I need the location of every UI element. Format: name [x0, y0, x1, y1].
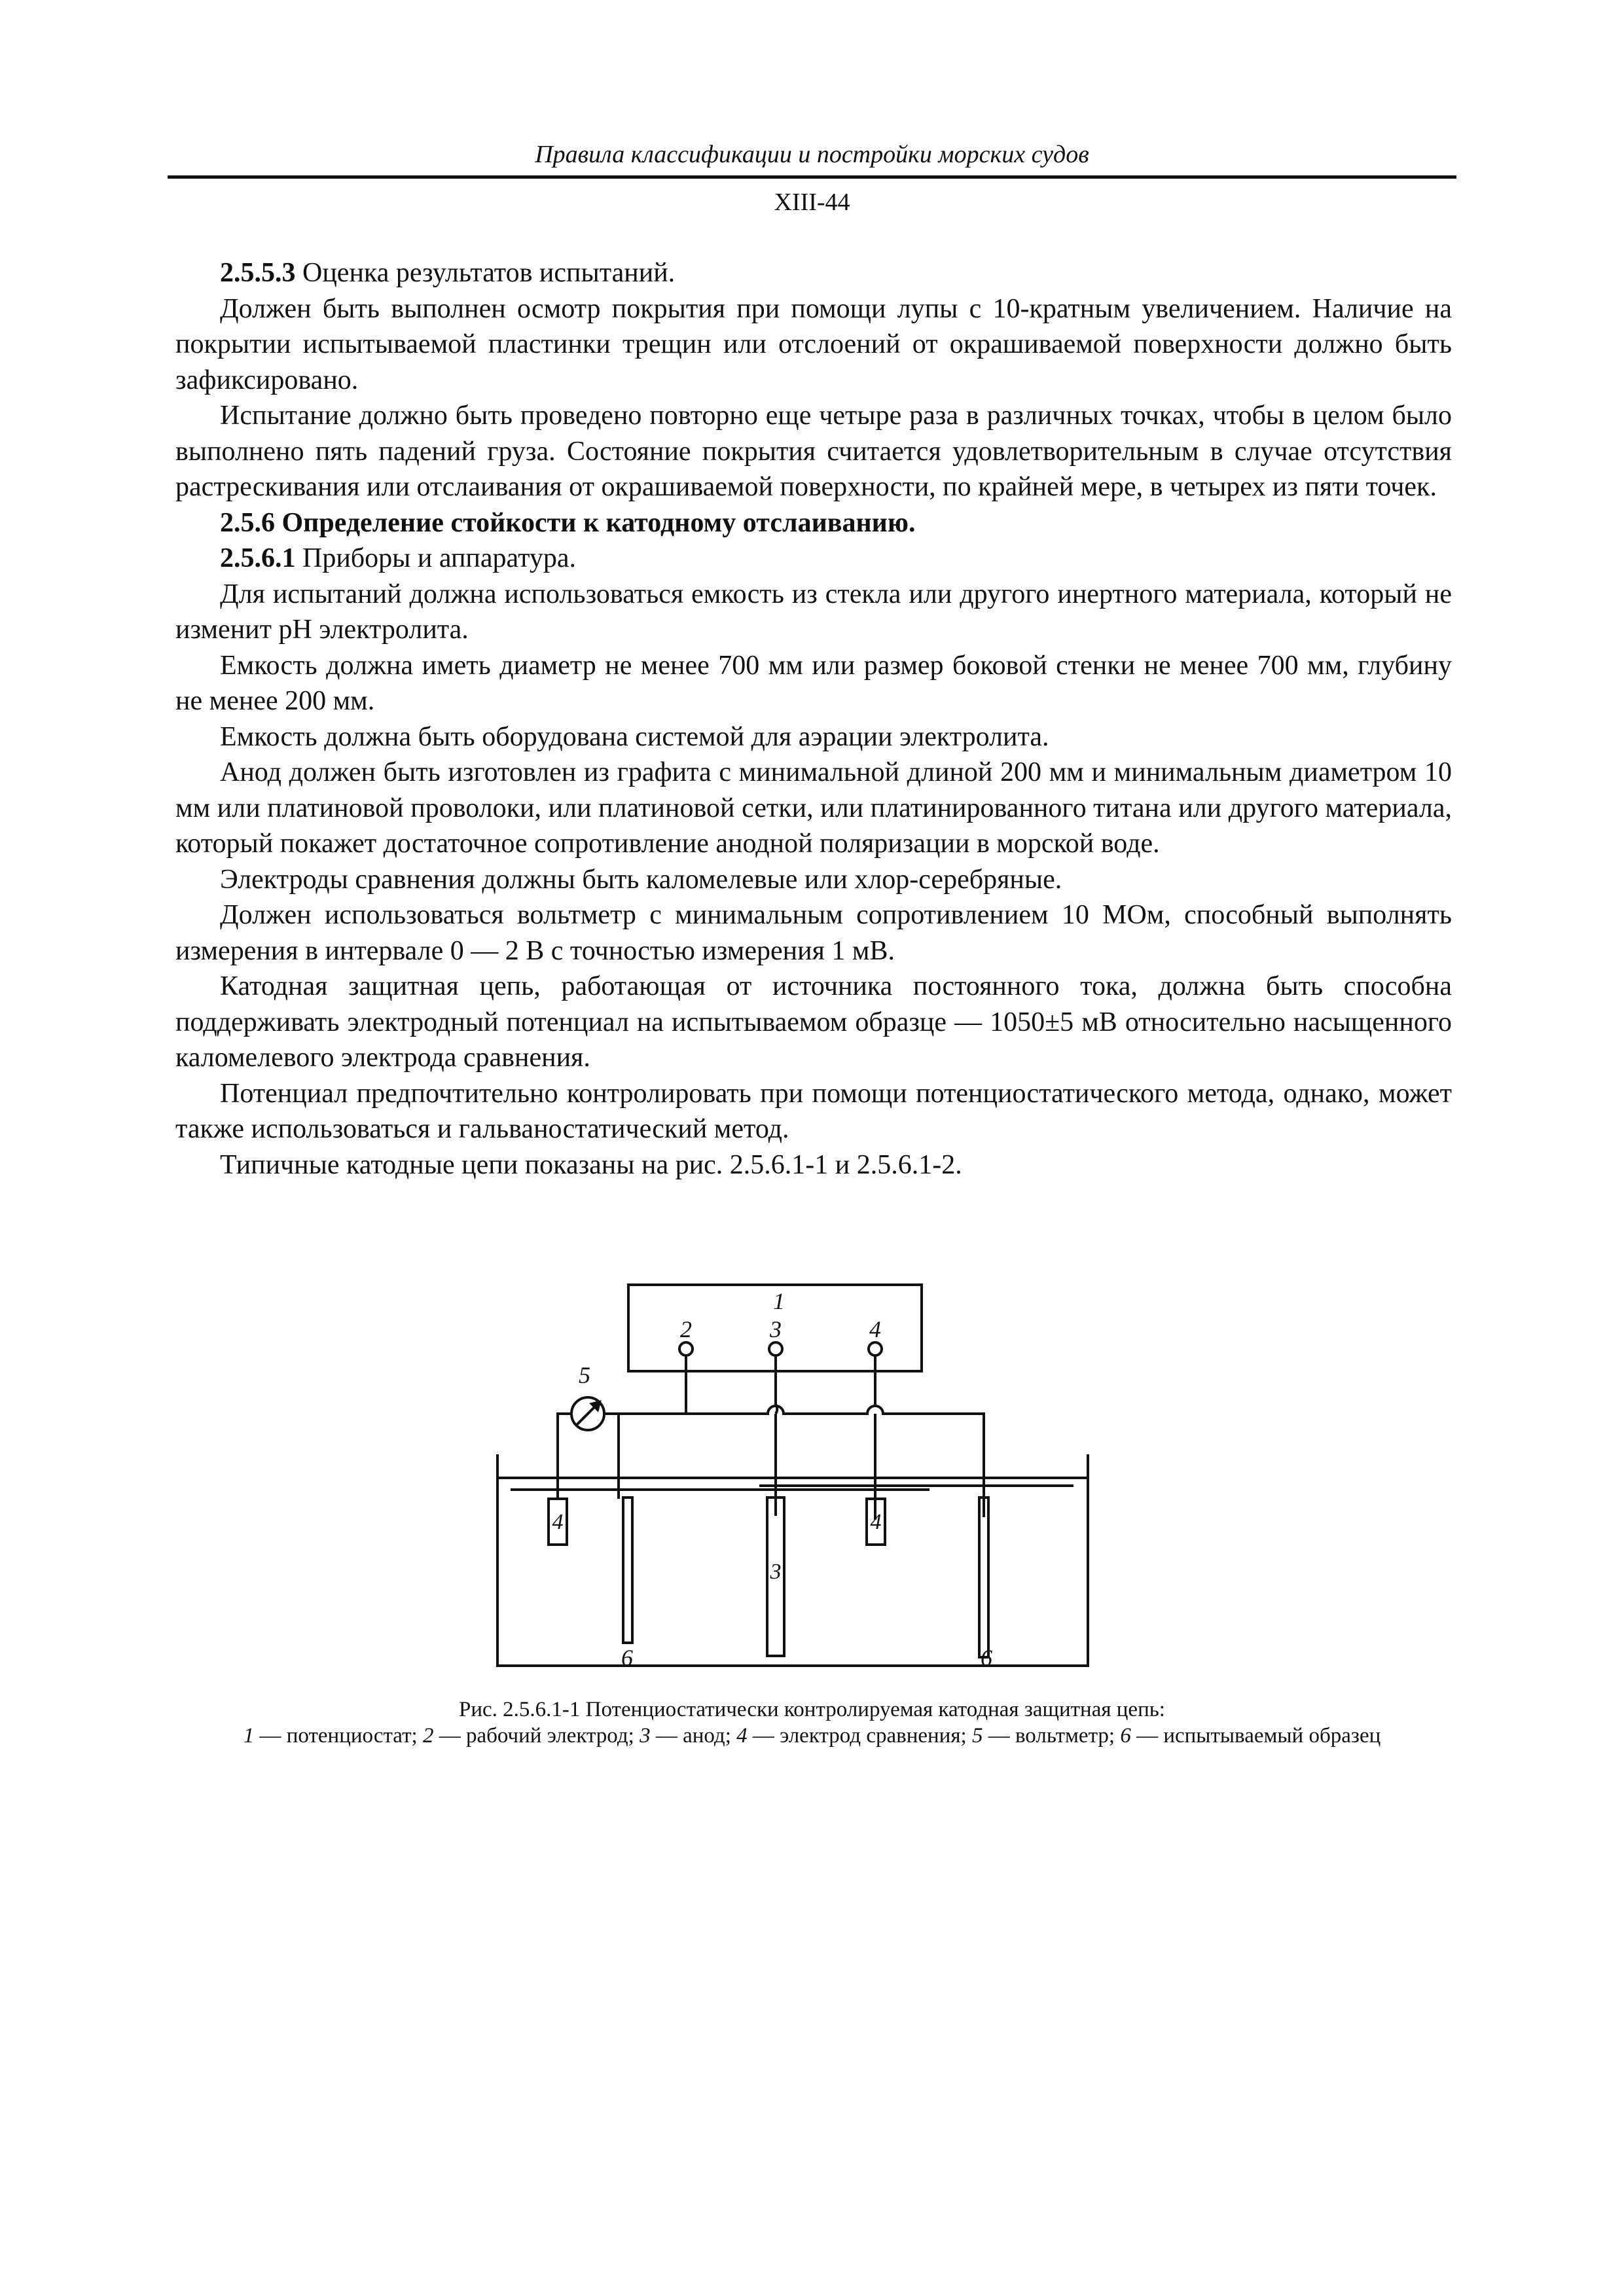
paragraph	[175, 897, 1452, 969]
paragraph	[175, 541, 1452, 577]
caption-title: Рис. 2.5.6.1-1 Потенциостатически контролируемая катодная защитная цепь:	[459, 1698, 1165, 1721]
paragraph	[175, 398, 1452, 505]
tank	[497, 1454, 1088, 1666]
specimen-right	[979, 1498, 988, 1657]
paragraph-text: Типичные катодные цепи показаны на рис. 2.5.6.1-1 и 2.5.6.1-2.	[220, 1149, 962, 1180]
legend-number: 3	[640, 1724, 651, 1748]
paragraph	[175, 648, 1452, 719]
paragraph-text: Испытание должно быть проведено повторно еще четыре раза в различных точках, чтобы в целом было выполнено пять падений груза. Состояние покрытия считается удовлетворительным в случае отсутствия растрескивания или отслаивания от окрашиваемой поверхности, по крайней мере, в четырех из пяти точек.	[175, 401, 1452, 502]
legend-number: 4	[736, 1724, 748, 1748]
paragraph	[175, 862, 1452, 898]
terminal-4	[869, 1342, 882, 1355]
specimen-left	[623, 1498, 632, 1643]
section-heading	[175, 505, 1452, 541]
reference-electrode-left	[549, 1499, 567, 1545]
label-5: 5	[579, 1362, 590, 1388]
paragraph-text: Должен использоваться вольтметр с минимальным сопротивлением 10 МОм, способный выполнять измерения в интервале 0 — 2 В с точностью измерения 1 мВ.	[175, 900, 1452, 966]
paragraph-text: Должен быть выполнен осмотр покрытия при помощи лупы с 10-кратным увеличением. Наличие на покрытии испытываемой пластинки трещин или отслоений от окрашиваемой поверхности должно быть зафиксировано.	[175, 293, 1452, 395]
legend-text: — вольтметр;	[983, 1724, 1121, 1748]
label-1: 1	[773, 1288, 785, 1314]
caption-legend	[168, 1723, 1456, 1749]
terminal-2	[679, 1342, 693, 1355]
label-el-6-right: 6	[981, 1645, 992, 1671]
legend-number: 1	[243, 1724, 255, 1748]
legend-text: — рабочий электрод;	[433, 1724, 640, 1748]
section-number: 2.5.6.1	[220, 543, 296, 573]
legend-text: — анод;	[650, 1724, 737, 1748]
figure-caption	[168, 1696, 1456, 1749]
potentiostat-box	[628, 1285, 922, 1371]
label-el-6-left: 6	[621, 1645, 633, 1671]
paragraph-text: Анод должен быть изготовлен из графита с минимальной длиной 200 мм и минимальным диаметром 10 мм или платиновой проволоки, или платиновой сетки, или платинированного титана или другого материала, который покажет достаточное сопротивление анодной поляризации в морской воде.	[175, 757, 1452, 859]
paragraph-text: Емкость должна быть оборудована системой для аэрации электролита.	[220, 721, 1049, 752]
paragraph	[175, 1076, 1452, 1147]
label-2: 2	[680, 1316, 692, 1342]
reference-electrode-right	[867, 1499, 885, 1545]
header-rule	[168, 175, 1456, 179]
paragraph-text: Потенциал предпочтительно контролировать при помощи потенциостатического метода, однако, может также использоваться и гальваностатический метод.	[175, 1078, 1452, 1144]
paragraph-text: Катодная защитная цепь, работающая от источника постоянного тока, должна быть способна поддерживать электродный потенциал на испытываемом образце — 1050±5 мВ относительно насыщенного каломелевого электрода сравнения.	[175, 971, 1452, 1073]
paragraph	[175, 719, 1452, 755]
label-el-3: 3	[770, 1560, 782, 1584]
section-title: 2.5.6 Определение стойкости к катодному отслаиванию.	[220, 507, 916, 538]
paragraph-text: Емкость должна иметь диаметр не менее 700 мм или размер боковой стенки не менее 700 мм, глубину не менее 200 мм.	[175, 650, 1452, 716]
paragraph	[175, 755, 1452, 862]
paragraph-text: Электроды сравнения должны быть каломелевые или хлор-серебряные.	[220, 864, 1062, 895]
paragraph	[175, 577, 1452, 648]
section-number: 2.5.5.3	[220, 258, 296, 288]
label-4: 4	[869, 1316, 881, 1342]
legend-text: — потенциостат;	[254, 1724, 423, 1748]
legend-number: 2	[422, 1724, 434, 1748]
running-header: Правила классификации и постройки морских судов	[535, 141, 1089, 168]
legend-number: 6	[1120, 1724, 1131, 1748]
paragraph	[175, 969, 1452, 1076]
terminal-3	[769, 1342, 782, 1355]
label-el-4-left: 4	[552, 1510, 564, 1534]
paragraph	[175, 255, 1452, 291]
bus-wire	[619, 1406, 984, 1517]
legend-number: 5	[971, 1724, 983, 1748]
paragraph-text: Приборы и аппаратура.	[295, 543, 577, 573]
page-number: XIII-44	[774, 188, 850, 216]
label-el-4-right: 4	[870, 1510, 882, 1534]
label-3: 3	[770, 1316, 782, 1342]
legend-text: — испытываемый образец	[1130, 1724, 1381, 1748]
paragraph	[175, 1147, 1452, 1183]
anode	[767, 1498, 784, 1656]
body-text	[175, 255, 1452, 1183]
paragraph	[175, 291, 1452, 399]
legend-text: — электрод сравнения;	[747, 1724, 972, 1748]
paragraph-text: Для испытаний должна использоваться емкость из стекла или другого инертного материала, который не изменит pH электролита.	[175, 579, 1452, 645]
paragraph-text: Оценка результатов испытаний.	[295, 258, 676, 288]
voltmeter-icon	[571, 1397, 604, 1430]
